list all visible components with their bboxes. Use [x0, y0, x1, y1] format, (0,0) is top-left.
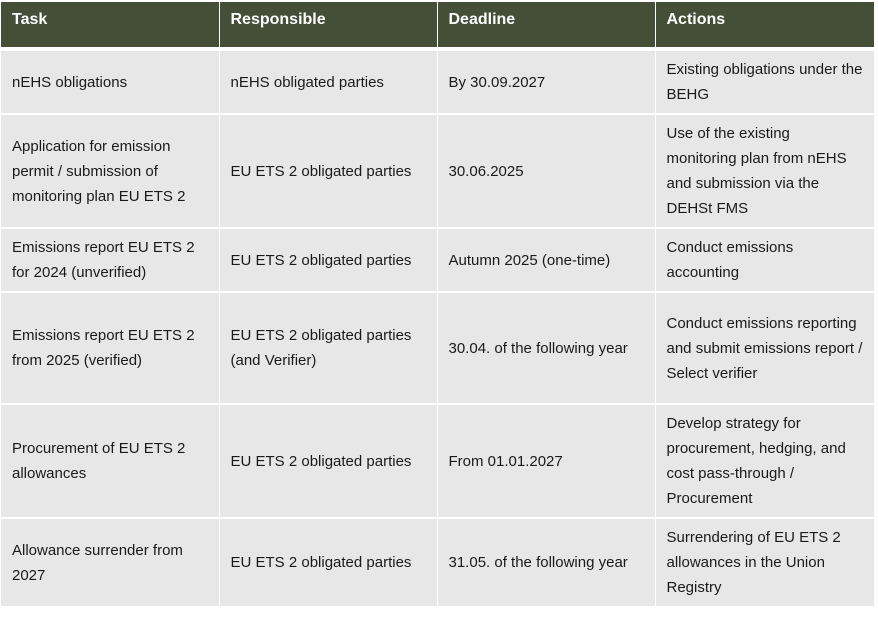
cell-task: Emissions report EU ETS 2 for 2024 (unverified): [1, 228, 219, 292]
cell-responsible: EU ETS 2 obligated parties: [219, 518, 437, 607]
table-header: [1, 2, 874, 49]
cell-actions: Use of the existing monitoring plan from nEHS and submission via the DEHSt FMS: [655, 114, 874, 228]
cell-deadline: Autumn 2025 (one-time): [437, 228, 655, 292]
table-body: [1, 49, 874, 607]
cell-actions: Conduct emissions reporting and submit emissions report / Select verifier: [655, 292, 874, 404]
obligations-table: [1, 2, 874, 608]
cell-actions: Develop strategy for procurement, hedging, and cost pass-through / Procurement: [655, 404, 874, 518]
cell-task: Procurement of EU ETS 2 allowances: [1, 404, 219, 518]
cell-actions: Conduct emissions accounting: [655, 228, 874, 292]
cell-responsible: EU ETS 2 obligated parties: [219, 404, 437, 518]
cell-deadline: 31.05. of the following year: [437, 518, 655, 607]
table-row: [1, 114, 874, 228]
table-row: [1, 49, 874, 114]
table-row: [1, 518, 874, 607]
table-row: [1, 292, 874, 404]
cell-actions: Surrendering of EU ETS 2 allowances in the Union Registry: [655, 518, 874, 607]
cell-task: Allowance surrender from 2027: [1, 518, 219, 607]
cell-task: Application for emission permit / submission of monitoring plan EU ETS 2: [1, 114, 219, 228]
cell-task: Emissions report EU ETS 2 from 2025 (verified): [1, 292, 219, 404]
cell-deadline: 30.06.2025: [437, 114, 655, 228]
header-actions: Actions: [655, 2, 874, 49]
cell-responsible: EU ETS 2 obligated parties: [219, 228, 437, 292]
cell-responsible: EU ETS 2 obligated parties (and Verifier): [219, 292, 437, 404]
header-responsible: Responsible: [219, 2, 437, 49]
table-row: [1, 404, 874, 518]
cell-actions: Existing obligations under the BEHG: [655, 49, 874, 114]
cell-task: nEHS obligations: [1, 49, 219, 114]
cell-deadline: By 30.09.2027: [437, 49, 655, 114]
cell-deadline: From 01.01.2027: [437, 404, 655, 518]
header-task: Task: [1, 2, 219, 49]
header-row: [1, 2, 874, 49]
table-row: [1, 228, 874, 292]
cell-responsible: EU ETS 2 obligated parties: [219, 114, 437, 228]
header-deadline: Deadline: [437, 2, 655, 49]
cell-deadline: 30.04. of the following year: [437, 292, 655, 404]
cell-responsible: nEHS obligated parties: [219, 49, 437, 114]
